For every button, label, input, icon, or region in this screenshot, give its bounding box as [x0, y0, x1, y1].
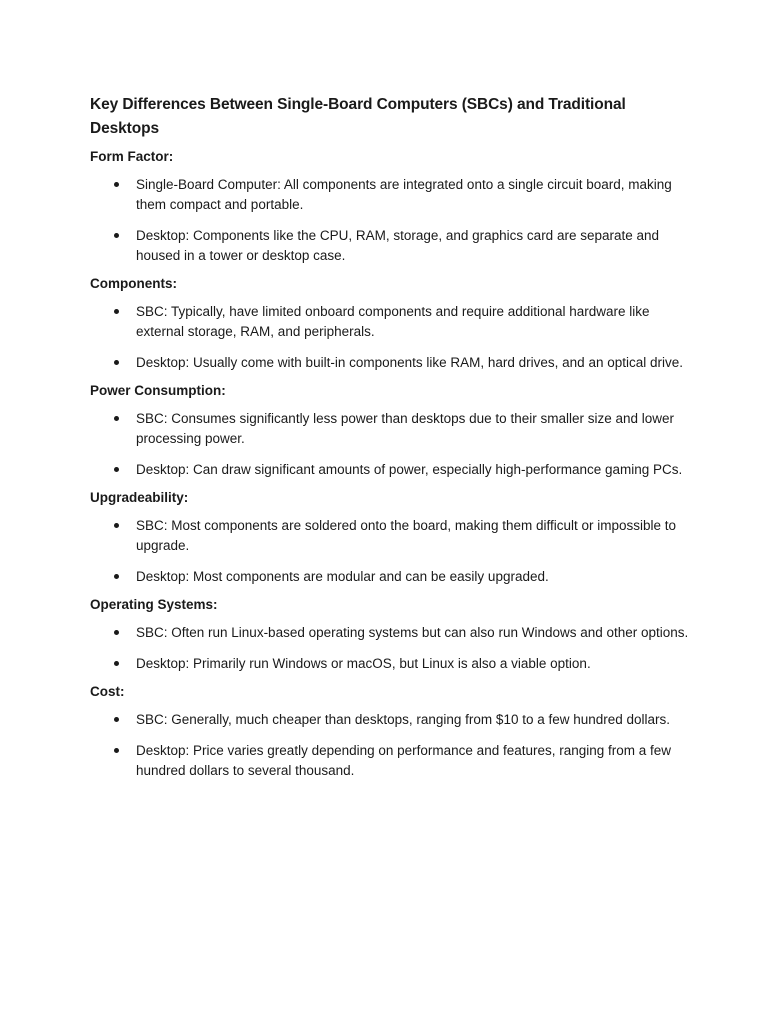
section-heading: Power Consumption:	[90, 383, 226, 398]
bullet-list	[90, 302, 690, 373]
bullet-icon	[114, 309, 119, 314]
bullet-icon	[114, 416, 119, 421]
section-power-consumption	[90, 382, 690, 480]
list-item-text: SBC: Often run Linux-based operating systems but can also run Windows and other options.	[136, 625, 689, 640]
document-title: Key Differences Between Single-Board Computers (SBCs) and Traditional Desktops	[90, 96, 626, 137]
list-item	[90, 654, 690, 674]
section-operating-systems	[90, 596, 690, 674]
bullet-list	[90, 409, 690, 480]
bullet-icon	[114, 574, 119, 579]
bullet-icon	[114, 523, 119, 528]
section-heading: Cost:	[90, 684, 125, 699]
bullet-icon	[114, 661, 119, 666]
list-item	[90, 226, 690, 266]
bullet-icon	[114, 233, 119, 238]
list-item-text: SBC: Most components are soldered onto the board, making them difficult or impossible to upgrade.	[136, 518, 677, 553]
bullet-list	[90, 516, 690, 587]
list-item-text: Single-Board Computer: All components are integrated onto a single circuit board, making them compact and portable.	[136, 177, 672, 212]
document-page	[90, 93, 690, 790]
bullet-icon	[114, 467, 119, 472]
list-item-text: Desktop: Price varies greatly depending on performance and features, ranging from a few hundred dollars to several thousand.	[136, 743, 672, 778]
list-item-text: Desktop: Can draw significant amounts of power, especially high-performance gaming PCs.	[136, 462, 683, 477]
list-item	[90, 516, 690, 556]
section-upgradeability	[90, 489, 690, 587]
section-heading: Operating Systems:	[90, 597, 218, 612]
list-item	[90, 567, 690, 587]
list-item-text: SBC: Generally, much cheaper than desktops, ranging from $10 to a few hundred dollars.	[136, 712, 671, 727]
section-form-factor	[90, 148, 690, 266]
section-heading: Form Factor:	[90, 149, 174, 164]
bullet-list	[90, 710, 690, 781]
section-components	[90, 275, 690, 373]
bullet-icon	[114, 748, 119, 753]
list-item-text: SBC: Consumes significantly less power than desktops due to their smaller size and lower processing power.	[136, 411, 675, 446]
bullet-list	[90, 175, 690, 266]
list-item	[90, 623, 690, 643]
list-item	[90, 353, 690, 373]
bullet-list	[90, 623, 690, 674]
list-item-text: Desktop: Usually come with built-in components like RAM, hard drives, and an optical drive.	[136, 355, 683, 370]
bullet-icon	[114, 360, 119, 365]
list-item-text: Desktop: Most components are modular and can be easily upgraded.	[136, 569, 549, 584]
list-item-text: Desktop: Primarily run Windows or macOS, but Linux is also a viable option.	[136, 656, 591, 671]
section-cost	[90, 683, 690, 781]
list-item	[90, 409, 690, 449]
bullet-icon	[114, 717, 119, 722]
list-item	[90, 741, 690, 781]
list-item-text: SBC: Typically, have limited onboard components and require additional hardware like external storage, RAM, and peripherals.	[136, 304, 650, 339]
section-heading: Components:	[90, 276, 177, 291]
list-item	[90, 175, 690, 215]
list-item	[90, 460, 690, 480]
bullet-icon	[114, 630, 119, 635]
bullet-icon	[114, 182, 119, 187]
section-heading: Upgradeability:	[90, 490, 189, 505]
list-item-text: Desktop: Components like the CPU, RAM, storage, and graphics card are separate and housed in a tower or desktop case.	[136, 228, 660, 263]
list-item	[90, 302, 690, 342]
list-item	[90, 710, 690, 730]
